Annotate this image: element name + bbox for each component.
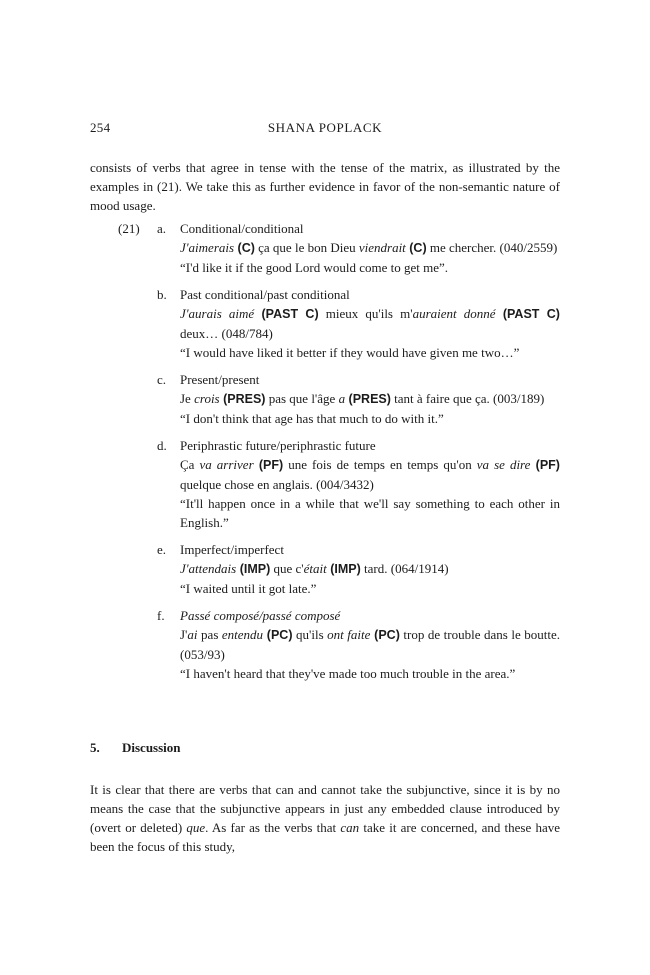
tense-tag: (PAST C) bbox=[495, 307, 560, 321]
sentence-text: Je bbox=[180, 391, 195, 406]
example-number: (21) bbox=[118, 221, 140, 236]
verb-matrix: J'aurais aimé bbox=[180, 306, 255, 321]
tense-tag: (IMP) bbox=[236, 562, 271, 576]
example-body bbox=[180, 436, 560, 532]
example-ref: (004/3432) bbox=[316, 477, 374, 492]
example-letter: c. bbox=[157, 372, 167, 387]
example-item bbox=[0, 219, 650, 277]
example-list bbox=[0, 219, 650, 691]
sentence-text: que c' bbox=[270, 561, 304, 576]
sentence-text: ça que le bon Dieu bbox=[254, 240, 359, 255]
example-body bbox=[180, 370, 560, 428]
example-ref: (064/1914) bbox=[390, 561, 449, 576]
example-gloss: “I don't think that age has that much to do with it.” bbox=[180, 411, 444, 426]
tense-tag: (C) bbox=[234, 241, 255, 255]
example-title: Conditional/conditional bbox=[180, 221, 304, 236]
verb-matrix: va arriver bbox=[199, 457, 254, 472]
example-sentence bbox=[180, 455, 560, 494]
sentence-text: J' bbox=[180, 627, 188, 642]
example-gloss: “I'd like it if the good Lord would come to get me”. bbox=[180, 260, 449, 275]
example-title-text: Passé composé/passé composé bbox=[180, 608, 341, 623]
example-sentence bbox=[180, 559, 560, 579]
discussion-text: It is clear that there are verbs that can and cannot take the subjunctive, since it is by no means the case that the subjunctive appears in just any embedded clause introduced by (overt or deleted) bbox=[90, 782, 560, 835]
sentence-text: me chercher. bbox=[426, 240, 497, 255]
example-ref: (048/784) bbox=[221, 326, 273, 341]
example-sentence bbox=[180, 625, 560, 664]
example-sentence bbox=[180, 304, 560, 343]
example-body bbox=[180, 606, 560, 683]
example-letter: a. bbox=[157, 221, 167, 236]
example-sentence bbox=[180, 389, 560, 409]
verb-embedded: était bbox=[303, 561, 327, 576]
sentence-text: tant à faire que ça. bbox=[390, 391, 490, 406]
example-item bbox=[0, 370, 650, 428]
example-title bbox=[180, 606, 560, 625]
example-title: Past conditional/past conditional bbox=[180, 287, 350, 302]
verb-embedded: ont faite bbox=[327, 627, 371, 642]
tense-tag: (PC) bbox=[263, 628, 293, 642]
running-head: SHANA POPLACK bbox=[267, 120, 383, 135]
example-gloss: “I would have liked it better if they would have given me two…” bbox=[180, 345, 520, 360]
example-body bbox=[180, 540, 560, 598]
sentence-text: trop de trouble dans le boutte. bbox=[399, 627, 560, 642]
sentence-text: mieux qu'ils m' bbox=[318, 306, 413, 321]
tense-tag: (PC) bbox=[370, 628, 400, 642]
tense-tag: (PRES) bbox=[219, 392, 266, 406]
section-heading bbox=[90, 740, 560, 756]
section-number: 5. bbox=[90, 740, 100, 755]
emphasis-can: can bbox=[340, 820, 360, 835]
example-ref: (053/93) bbox=[180, 647, 225, 662]
tense-tag: (IMP) bbox=[326, 562, 361, 576]
example-letter: e. bbox=[157, 542, 167, 557]
sentence-text: tard. bbox=[360, 561, 391, 576]
tense-tag: (PRES) bbox=[345, 392, 391, 406]
example-gloss: “It'll happen once in a while that we'll say something to each other in English.” bbox=[180, 496, 560, 530]
verb-embedded: auraient donné bbox=[412, 306, 496, 321]
sentence-text: Ça bbox=[180, 457, 200, 472]
verb-embedded: viendrait bbox=[358, 240, 406, 255]
example-ref: (003/189) bbox=[493, 391, 545, 406]
example-item bbox=[0, 285, 650, 362]
intro-paragraph: consists of verbs that agree in tense with the tense of the matrix, as illustrated by the examples in (21). We take this as further evidence in favor of the non-semantic nature of mood usage. bbox=[90, 160, 560, 213]
verb-matrix: J'aimerais bbox=[180, 240, 235, 255]
discussion-paragraph bbox=[90, 780, 560, 856]
example-item bbox=[0, 436, 650, 532]
example-body bbox=[180, 219, 560, 277]
example-body bbox=[180, 285, 560, 362]
discussion-text: . As far as the verbs that bbox=[205, 820, 341, 835]
sentence-text: quelque chose en anglais. bbox=[180, 477, 317, 492]
verb-embedded: va se dire bbox=[476, 457, 531, 472]
tense-tag: (PF) bbox=[253, 458, 284, 472]
example-title: Periphrastic future/periphrastic future bbox=[180, 438, 376, 453]
tense-tag: (C) bbox=[405, 241, 427, 255]
emphasis-que: que bbox=[186, 820, 206, 835]
example-item bbox=[0, 606, 650, 683]
example-sentence bbox=[180, 238, 560, 258]
example-gloss: “I waited until it got late.” bbox=[180, 581, 317, 596]
tense-tag: (PAST C) bbox=[254, 307, 319, 321]
tense-tag: (PF) bbox=[530, 458, 560, 472]
example-letter: f. bbox=[157, 608, 165, 623]
verb-auxiliary: ai bbox=[187, 627, 198, 642]
sentence-text: une fois de temps en temps qu'on bbox=[283, 457, 477, 472]
example-gloss: “I haven't heard that they've made too much trouble in the area.” bbox=[180, 666, 516, 681]
sentence-text: qu'ils bbox=[292, 627, 328, 642]
verb-embedded: a bbox=[338, 391, 346, 406]
sentence-text: pas que l'âge bbox=[265, 391, 339, 406]
discussion-text: take it are concerned, and these have been the focus of this study, bbox=[90, 820, 561, 854]
example-item bbox=[0, 540, 650, 598]
verb-matrix: entendu bbox=[221, 627, 264, 642]
verb-matrix: J'attendais bbox=[180, 561, 237, 576]
verb-matrix: crois bbox=[194, 391, 220, 406]
page-number: 254 bbox=[90, 120, 111, 135]
example-title: Imperfect/imperfect bbox=[180, 542, 284, 557]
sentence-text: pas bbox=[197, 627, 222, 642]
section-title: Discussion bbox=[122, 740, 181, 755]
example-letter: b. bbox=[157, 287, 167, 302]
example-letter: d. bbox=[157, 438, 167, 453]
example-ref: (040/2559) bbox=[499, 240, 558, 255]
example-title: Present/present bbox=[180, 372, 260, 387]
sentence-text: deux… bbox=[180, 326, 222, 341]
